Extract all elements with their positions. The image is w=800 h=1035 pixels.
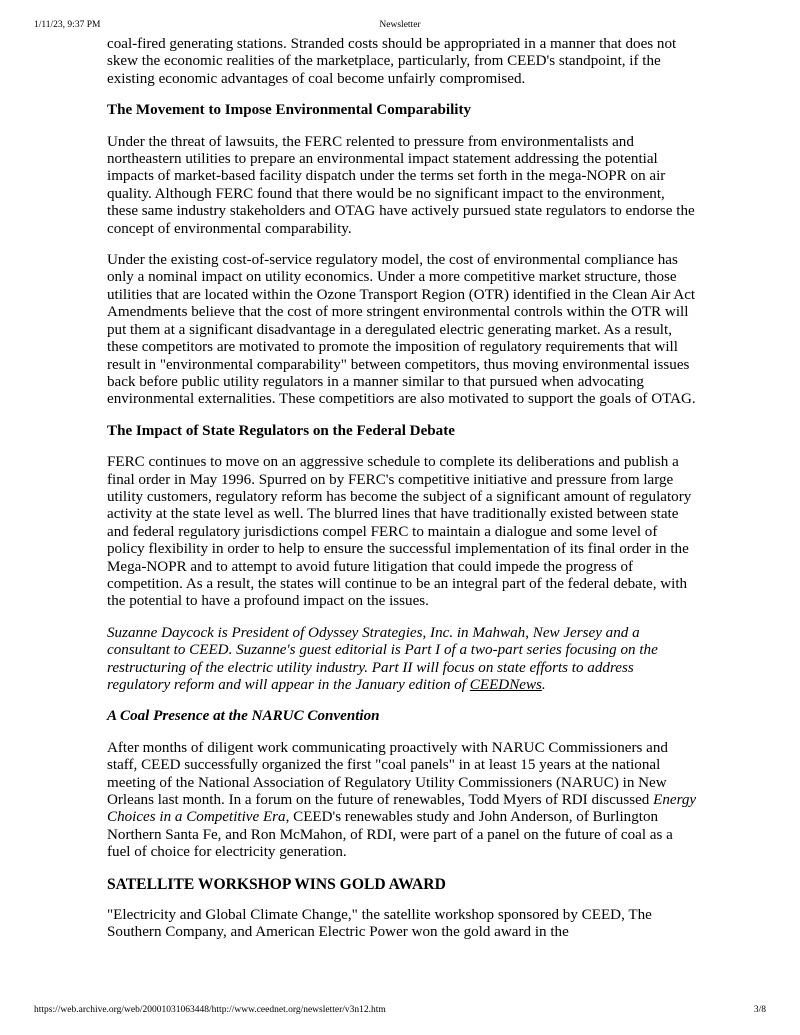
- print-url: https://web.archive.org/web/20001031063448/http://www.ceednet.org/newsletter/v3n12.htm: [34, 1005, 386, 1015]
- heading-environmental-comparability: The Movement to Impose Environmental Comparability: [107, 102, 472, 119]
- paragraph-cost-of-service: Under the existing cost-of-service regulatory model, the cost of environmental compliance has only a nominal impact on utility economics. Under a more competitive market structure, those utilities that are located within the Ozone Transport Region (OTR) identified in the Clean Air Act Amendments believe that the cost of more stringent environmental controls within the OTR will put them at a significant disadvantage in a deregulated electric generating market. As a result, these competitors are motivated to promote the imposition of regulatory requirements that will result in "environmental comparability" between competitors, thus moving environmental issues back before public utility regulators in a manner similar to that pursued when advocating environmental externalities. These competitiors are also motivated to support the goals of OTAG.: [107, 252, 696, 408]
- naruc-text-a: After months of diligent work communicating proactively with NARUC Commissioners and staff, CEED successfully organized the first "coal panels" in at least 15 years at the national meeting of the National Association of Regulatory Utility Commissioners (NARUC) in New Orleans last month. In a forum on the future of renewables, Todd Myers of RDI discussed: [107, 739, 668, 809]
- print-header: [34, 20, 766, 34]
- paragraph-naruc: [107, 740, 697, 862]
- article-body: [107, 36, 697, 956]
- study-title: Energy Choices in a Competitive Era: [107, 792, 697, 826]
- paragraph-lawsuits: Under the threat of lawsuits, the FERC relented to pressure from environmentalists and northeastern utilities to prepare an environmental impact statement addressing the potential impacts of market-based facility dispatch under the terms set forth in the mega-NOPR on air quality. Although FERC found that there would be no significant impact to the environment, these same industry stakeholders and OTAG have actively pursued state regulators to endorse the concept of environmental comparability.: [107, 133, 695, 237]
- paragraph-satellite-workshop: "Electricity and Global Climate Change," the satellite workshop sponsored by CEED, The Southern Company, and American Electric Power won the gold award in the: [107, 907, 652, 941]
- print-page-title: Newsletter: [379, 20, 421, 30]
- author-bio-end: .: [541, 677, 546, 693]
- paragraph-ferc-schedule: FERC continues to move on an aggressive schedule to complete its deliberations and publish a final order in May 1996. Spurred on by FERC's competitive initiative and pressure from large utility customers, regulatory reform has become the subject of a significant amount of regulatory activity at the state level as well. The blurred lines that have traditionally existed between state and federal regulatory jurisdictions compel FERC to maintain a dialogue and some level of policy flexibility in order to help to ensure the successful implementation of its final order in the Mega-NOPR and to attempt to avoid future litigation that could impede the progress of competition. As a result, the states will continue to be an integral part of the federal debate, with the potential to have a profound impact on the issues.: [107, 454, 692, 610]
- print-page-number: 3/8: [753, 1005, 766, 1015]
- heading-state-regulators: The Impact of State Regulators on the Federal Debate: [107, 422, 455, 439]
- heading-naruc-convention: A Coal Presence at the NARUC Convention: [107, 708, 380, 725]
- author-bio: [107, 625, 697, 695]
- print-datetime: 1/11/23, 9:37 PM: [34, 20, 101, 30]
- ceednews-link[interactable]: CEEDNews: [469, 677, 542, 693]
- author-bio-text: Suzanne Daycock is President of Odyssey Strategies, Inc. in Mahwah, New Jersey and a consultant to CEED. Suzanne's guest editorial is Part I of a two-part series focusing on the restructuring of the electric utility industry. Part II will focus on state efforts to address regulatory reform and will appear in the January edition of: [107, 624, 658, 693]
- heading-satellite-workshop: SATELLITE WORKSHOP WINS GOLD AWARD: [107, 875, 446, 893]
- naruc-text-b: , CEED's renewables study and John Anderson, of Burlington Northern Santa Fe, and Ron McMahon, of RDI, were part of a panel on the future of coal as a fuel of choice for electricity generation.: [107, 809, 673, 861]
- paragraph-stranded-costs: coal-fired generating stations. Stranded costs should be appropriated in a manner that does not skew the economic realities of the marketplace, particularly, from CEED's standpoint, if the existing economic advantages of coal become unfairly compromised.: [107, 36, 677, 87]
- print-footer: [34, 1005, 766, 1019]
